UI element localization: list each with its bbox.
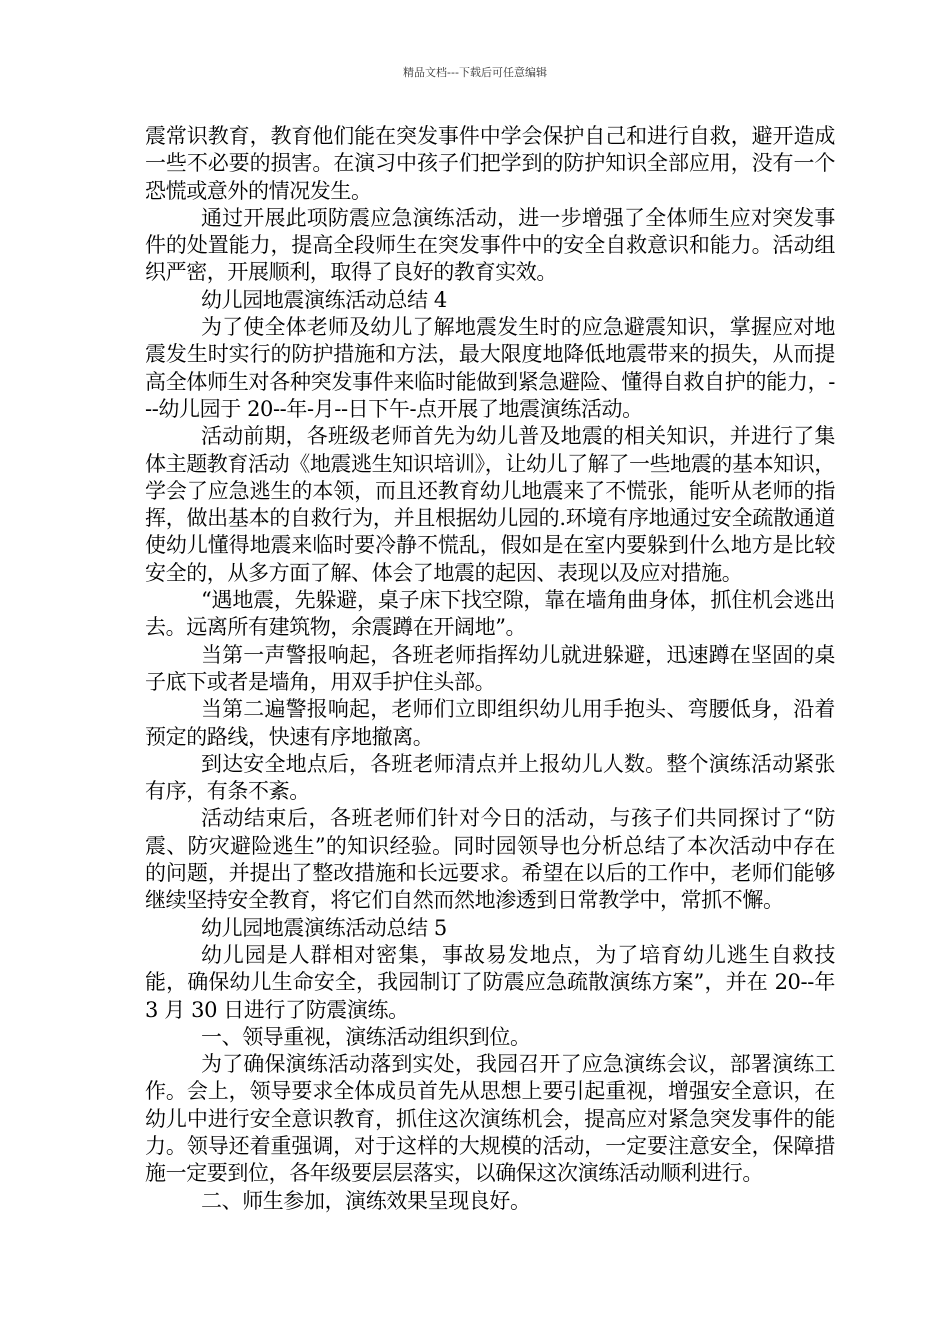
paragraph: 活动前期，各班级老师首先为幼儿普及地震的相关知识，并进行了集体主题教育活动《地震逃生知识培训》，让幼儿了解了一些地震的基本知识，学会了应急逃生的本领，而且还教育幼儿地震来了不慌张，能听从老师的指挥，做出基本的自救行为，并且根据幼儿园的.环境有序地通过安全疏散通道使幼儿懂得地震来临时要冷静不慌乱，假如是在室内要躲到什么地方是比较安全的，从多方面了解、体会了地震的起因、表现以及应对措施。 bbox=[145, 424, 835, 585]
paragraph: 为了确保演练活动落到实处，我园召开了应急演练会议，部署演练工作。会上，领导要求全体成员首先从思想上要引起重视，增强安全意识，在幼儿中进行安全意识教育，抓住这次演练机会，提高应对紧急突发事件的能力。领导还着重强调，对于这样的大规模的活动，一定要注意安全，保障措施一定要到位，各年级要层层落实，以确保这次演练活动顺利进行。 bbox=[145, 1052, 835, 1186]
section-heading: 幼儿园地震演练活动总结 4 bbox=[201, 287, 447, 312]
paragraph: 当第一声警报响起，各班老师指挥幼儿就进躲避，迅速蹲在坚固的桌子底下或者是墙角，用双手护住头部。 bbox=[145, 642, 835, 694]
subheading: 一、领导重视，演练活动组织到位。 bbox=[201, 1024, 531, 1049]
paragraph: “遇地震，先躲避，桌子床下找空隙，靠在墙角曲身体，抓住机会逃出去。远离所有建筑物，余震蹲在开阔地”。 bbox=[145, 588, 835, 640]
section-heading: 幼儿园地震演练活动总结 5 bbox=[201, 915, 447, 940]
document-body bbox=[145, 123, 835, 1215]
paragraph: 到达安全地点后，各班老师清点并上报幼儿人数。整个演练活动紧张有序，有条不紊。 bbox=[145, 751, 835, 804]
page-header: 精品文档---下载后可任意编辑 bbox=[403, 66, 547, 79]
paragraph: 为了使全体老师及幼儿了解地震发生时的应急避震知识，掌握应对地震发生时实行的防护措施和方法，最大限度地降低地震带来的损失，从而提高全体师生对各种突发事件来临时能做到紧急避险、懂得自救自护的能力，---幼儿园于 20--年-月--日下午-点开展了地震演练活动。 bbox=[145, 315, 835, 421]
paragraph: 通过开展此项防震应急演练活动，进一步增强了全体师生应对突发事件的处置能力，提高全段师生在突发事件中的安全自救意识和能力。活动组织严密，开展顺利，取得了良好的教育实效。 bbox=[145, 205, 835, 285]
paragraph: 震常识教育，教育他们能在突发事件中学会保护自己和进行自救，避开造成一些不必要的损害。在演习中孩子们把学到的防护知识全部应用，没有一个恐慌或意外的情况发生。 bbox=[145, 124, 835, 203]
paragraph: 当第二遍警报响起，老师们立即组织幼儿用手抱头、弯腰低身，沿着预定的路线，快速有序地撤离。 bbox=[145, 697, 835, 749]
paragraph: 幼儿园是人群相对密集，事故易发地点，为了培育幼儿逃生自救技能，确保幼儿生命安全，我园制订了防震应急疏散演练方案”，并在 20--年 3 月 30 日进行了防震演练。 bbox=[145, 942, 835, 1022]
subheading: 二、师生参加，演练效果呈现良好。 bbox=[201, 1188, 531, 1213]
paragraph: 活动结束后，各班老师们针对今日的活动，与孩子们共同探讨了“防震、防灾避险逃生”的知识经验。同时园领导也分析总结了本次活动中存在的问题，并提出了整改措施和长远要求。希望在以后的工作中，老师们能够继续坚持安全教育，将它们自然而然地渗透到日常教学中，常抓不懈。 bbox=[145, 806, 835, 913]
